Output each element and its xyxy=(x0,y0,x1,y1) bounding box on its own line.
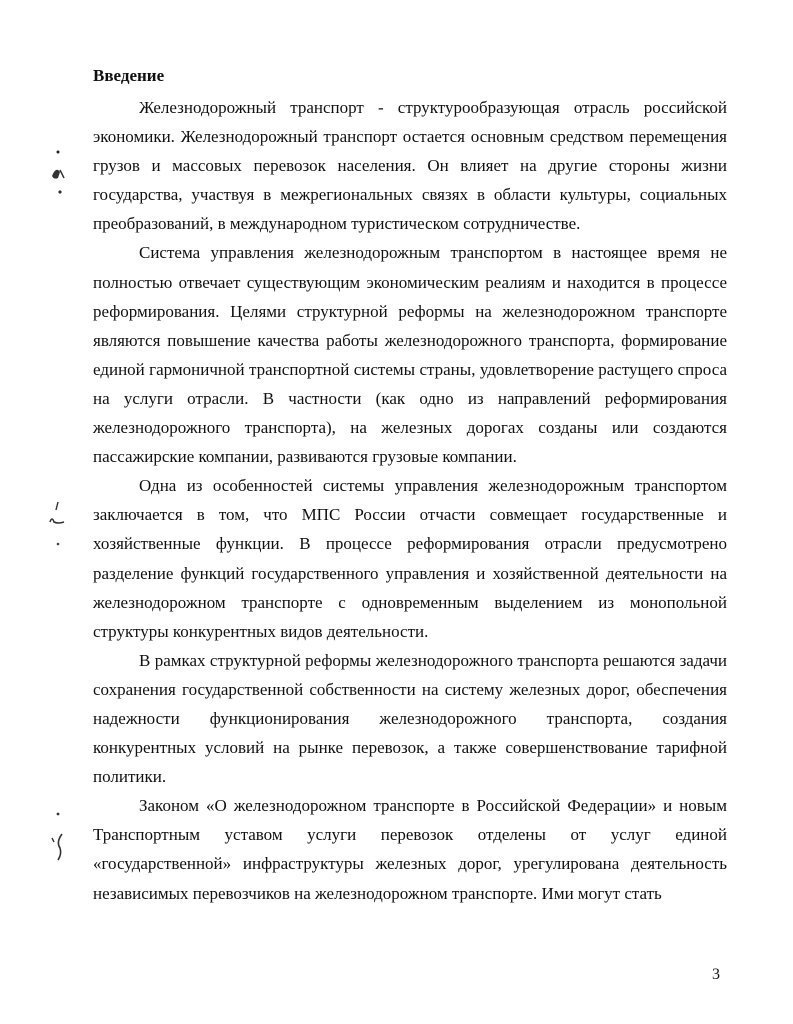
page-number: 3 xyxy=(712,966,720,983)
paragraph: Железнодорожный транспорт - структурообразующая отрасль российской экономики. Железнодорожный транспорт остается основным средством перемещения грузов и массовых перевозок населения. Он влияет на другие стороны жизни государства, участвуя в межрегиональных связях в области культуры, социальных преобразований, в международном туристическом сотрудничестве. xyxy=(93,98,727,234)
scan-speck-mark xyxy=(36,808,76,868)
paragraph: В рамках структурной реформы железнодорожного транспорта решаются задачи сохранения государственной собственности на систему железных дорог, обеспечения надежности функционирования железнодорожного транспорта, создания конкурентных условий на рынке перевозок, а также совершенствование тарифной политики. xyxy=(93,650,727,787)
body-text xyxy=(93,93,727,908)
paragraph: Законом «О железнодорожном транспорте в Российской Федерации» и новым Транспортным уставом услуги перевозок отделены от услуг единой «государственной» инфраструктуры железных дорог, урегулирована деятельность независимых перевозчиков на железнодорожном транспорте. Ими могут стать xyxy=(93,796,727,903)
scan-speck-mark xyxy=(36,500,76,560)
section-title: Введение xyxy=(93,66,165,85)
paragraph: Система управления железнодорожным транспортом в настоящее время не полностью отвечает существующим экономическим реалиям и находится в процессе реформирования. Целями структурной реформы на железнодорожном транспорте являются повышение качества работы железнодорожного транспорта, формирование единой гармоничной транспортной системы страны, удовлетворение растущего спроса на услуги отрасли. В частности (как одно из направлений реформирования железнодорожного транспорта), на железных дорогах созданы или создаются пассажирские компании, развиваются грузовые компании. xyxy=(93,243,727,467)
paragraph: Одна из особенностей системы управления железнодорожным транспортом заключается в том, что МПС России отчасти совмещает государственные и хозяйственные функции. В процессе реформирования отрасли предусмотрено разделение функций государственного управления и хозяйственной деятельности на железнодорожном транспорте с одновременным выделением из монопольной структуры конкурентных видов деятельности. xyxy=(93,476,727,641)
scan-speck-mark xyxy=(36,148,76,208)
